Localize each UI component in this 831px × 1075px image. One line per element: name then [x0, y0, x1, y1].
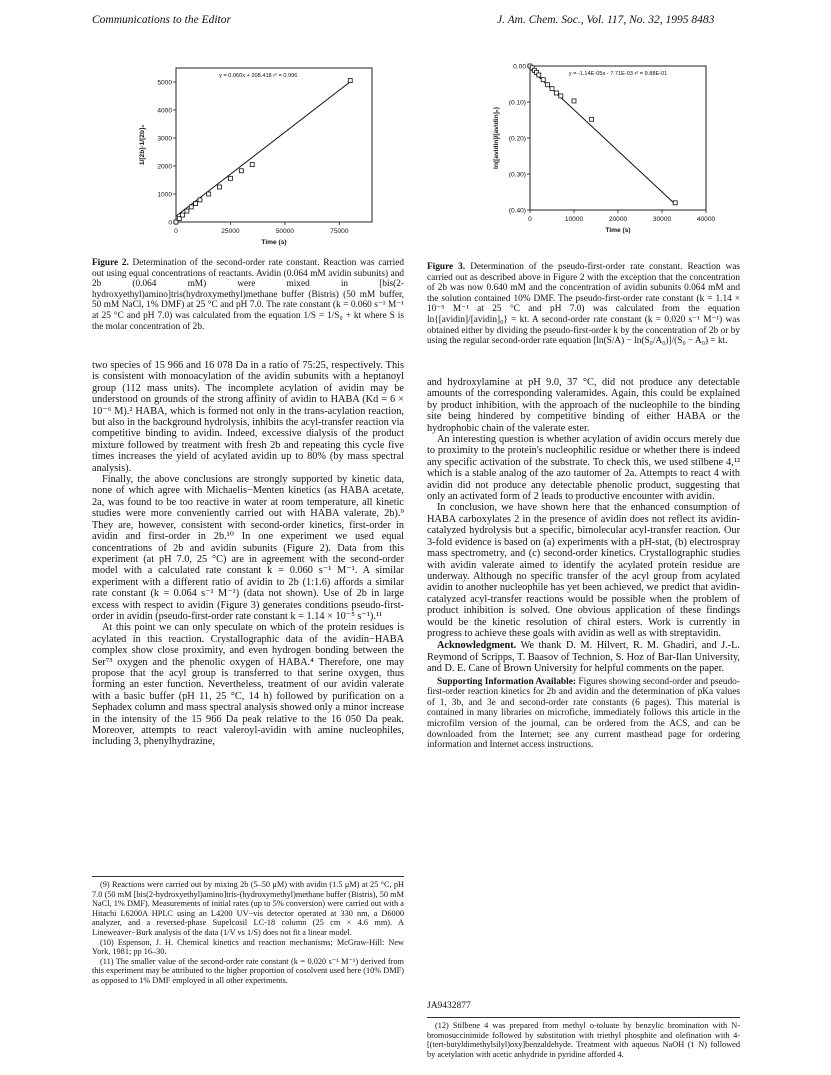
right-footnotes [427, 1021, 740, 1059]
footnote: (12) Stilbene 4 was prepared from methyl o-toluate by benzylic bromination with N-bromosuccinimide followed by substitution with triethyl phosphite and olefination with 4-[(tert-butyldimethylsilyl)oxy]benzaldehyde. Treatment with aqueous NaOH (1 N) followed by acetylation with acetic anhydride in pyridine afforded 4. [427, 1021, 740, 1059]
data-point [590, 117, 594, 121]
plot-frame [530, 66, 706, 210]
data-point [348, 79, 352, 83]
figure-3-chart [470, 58, 720, 268]
acknowledgment-title: Acknowledgment. [437, 640, 517, 652]
x-tick-label: 75000 [330, 228, 349, 235]
y-tick-label: 0 [168, 219, 172, 227]
y-tick-label: 1000 [157, 191, 172, 199]
y-tick-label: 0.00 [513, 63, 526, 71]
data-point [546, 83, 550, 87]
supporting-information [427, 677, 740, 751]
data-point [572, 99, 576, 103]
figure-3-caption-title: Figure 3. [427, 262, 466, 272]
x-tick-label: 10000 [564, 216, 584, 223]
x-tick-label: 50000 [275, 228, 295, 235]
x-tick-label: 20000 [608, 216, 628, 223]
y-tick-label: (0.40) [508, 207, 526, 215]
data-point [239, 169, 243, 173]
y-tick-label: 2000 [157, 163, 172, 171]
body-paragraph: Finally, the above conclusions are strongly supported by kinetic data, none of which agree with Michaelis−Menten kinetics (as HABA acetate, 2a, was found to be too reactive in water at room temperature, all kinetic studies were more conveniently carried out with HABA valerate, 2b).⁹ They are, however, consistent with second-order kinetics, first-order in avidin and first-order in 2b.¹⁰ In one experiment we used equal concentrations of 2b and avidin subunits (Figure 2). Data from this experiment (at pH 7.0, 25 °C) are in agreement with the second-order model with a calculated rate constant k = 0.060 s⁻¹ M⁻¹. A similar experiment with a different ratio of avidin to 2b (1:1.6) affords a similar rate constant (k = 0.064 s⁻¹ M⁻¹) (data not shown). Use of 2b in large excess with respect to avidin (Figure 3) generates conditions pseudo-first-order in avidin (pseudo-first-order rate constant k = 1.14 × 10⁻⁵ s⁻¹).¹¹ [92, 474, 404, 622]
footnote-rule [427, 1017, 740, 1018]
x-axis-label: Time (s) [605, 227, 631, 234]
data-point [541, 78, 545, 82]
body-paragraph: In conclusion, we have shown here that the enhanced consumption of HABA carboxylates 2 in the presence of avidin does not reflect its avidin-catalyzed hydrolysis but a specific, bimolecular acyl-transfer reaction. Our 3-fold evidence is based on (a) experiments with a pH-stat, (b) electrospray mass spectrometry, and (c) second-order kinetics. Crystallographic studies with avidin valerate aimed to identify the acylated protein residue are underway. Although no specific transfer of the acyl group from acylated avidin to another nucleophile has yet been achieved, we predict that avidin-catalyzed acyl-transfer reactions would be possible when the problem of product inhibition is solved. One obvious application of these findings would be the kinetic resolution of chiral esters. Work is currently in progress to achieve these goals with avidin as well as with streptavidin. [427, 502, 740, 639]
data-point [250, 163, 254, 167]
supporting-information-text: Figures showing second-order and pseudo-first-order reaction kinetics for 2b and avidin and the determination of pKa values of 1, 3b, and 3e and second-order rate constants (6 pages). This material is contained in many libraries on microfiche, immediately follows this article in the microfilm version of the journal, can be ordered from the ACS, and can be downloaded from the Internet; see any current masthead page for ordering information and Internet access instructions. [427, 676, 740, 751]
data-point [207, 192, 211, 196]
data-point [189, 205, 193, 209]
manuscript-id: JA9432877 [427, 1001, 471, 1011]
y-tick-label: (0.10) [508, 99, 526, 107]
y-tick-label: (0.30) [508, 171, 526, 179]
supporting-information-title: Supporting Information Available: [437, 676, 576, 687]
regression-equation: y = 0.060x + 208.418 r² = 0.996 [219, 73, 298, 79]
right-column-body [427, 377, 740, 751]
acknowledgment-text: We thank D. M. Hilvert, R. M. Ghadiri, and J.-L. Reymond of Scripps, T. Baasov of Technion, S. Hoz of Bar-Ilan University, and D. E. Cane of Brown University for helpful comments on the paper. [427, 640, 740, 675]
y-axis-label: ln([avidin]/[avidin]₀) [493, 107, 500, 169]
left-column-body [92, 360, 404, 748]
body-paragraph: and hydroxylamine at pH 9.0, 37 °C, did not produce any detectable amounts of the corresponding valeramides. Again, this could be explained by product inhibition, with the approach of the nucleophile to the binding site being hindered by competitive binding of either HABA or the hydrophobic chain of the valerate ester. [427, 377, 740, 434]
data-point [194, 202, 198, 206]
footnote-rule [92, 876, 404, 877]
data-point [554, 91, 558, 95]
footnote: (11) The smaller value of the second-order rate constant (k = 0.020 s⁻¹ M⁻¹) derived from this experiment may be attributed to the higher proportion of cosolvent used here (10% DMF) as opposed to 1% DMF employed in all other experiments. [92, 956, 404, 985]
y-tick-label: 4000 [157, 107, 172, 115]
figure-2-caption [92, 258, 404, 332]
footnote: (9) Reactions were carried out by mixing 2b (5–50 μM) with avidin (1.5 μM) at 25 °C, pH 7.0 (50 mM [bis(2-hydroxyethyl)amino]tris-(hydroxymethyl)methane buffer (Bistris), 50 mM NaCl, 1% DMF). Measurements of initial rates (up to 5% conversion) were carried out with a Hitachi L6200A HPLC using an L4200 UV−vis detector operated at 330 nm, a D6000 analyzer, and a reversed-phase Supelcosil LC-18 column (25 cm × 4.6 mm). A Lineweaver−Burk analysis of the data (1/V vs 1/S) does not fit a linear model. [92, 880, 404, 937]
figure-2-caption-text: Determination of the second-order rate constant. Reaction was carried out using equal concentrations of reactants. Avidin (0.064 mM avidin subunits) and 2b (0.064 mM) were mixed in [bis(2-hydroxyethyl)amino]tris(hydroxymethyl)methane buffer (Bistris) (50 mM buffer, 50 mM NaCl, 1% DMF) at 25 °C and pH 7.0. The rate constant (k = 0.060 s⁻¹ M⁻¹ at 25 °C and pH 7.0) was calculated from the equation 1/S = 1/S₀ + kt where S is the molar concentration of 2b. [92, 258, 404, 332]
running-header-right: J. Am. Chem. Soc., Vol. 117, No. 32, 1995 8483 [497, 14, 715, 26]
y-tick-label: (0.20) [508, 135, 526, 143]
figure-2-chart [92, 58, 392, 258]
trend-line [176, 82, 350, 216]
data-point [185, 209, 189, 213]
x-tick-label: 0 [528, 216, 532, 223]
figure-3-caption [427, 262, 740, 347]
y-axis-label: 1/[2b]-1/[2b]₀ [139, 124, 146, 166]
data-point [181, 213, 185, 217]
x-tick-label: 25000 [221, 228, 240, 235]
plot-frame [176, 68, 372, 222]
footnote: (10) Espenson, J. H. Chemical kinetics and reaction mechanisms; McGraw-Hill: New York, 1981; pp 16–30. [92, 937, 404, 957]
figure-2-caption-title: Figure 2. [92, 258, 129, 268]
data-point [559, 94, 563, 98]
data-point [537, 73, 541, 77]
data-point [228, 176, 232, 180]
body-paragraph: At this point we can only speculate on which of the protein residues is acylated in this reaction. Crystallographic data of the avidin−HABA complex show close proximity, and even hydrogen bonding between the Ser⁷³ oxygen and the phenolic oxygen of HABA.⁴ Therefore, one may propose that the acyl group is transferred to that serine oxygen, thus forming an ester function. Nevertheless, treatment of our avidin valerate with a basic buffer (pH 11, 25 °C, 14 h) followed by purification on a Sephadex column and mass spectral analysis showed only a minor increase in the intensity of the 15 966 Da peak relative to the 16 050 Da peak. Moreover, attempts to react valeroyl-avidin with amine nucleophiles, including 3, phenylhydrazine, [92, 622, 404, 748]
body-paragraph: An interesting question is whether acylation of avidin occurs merely due to proximity to the protein's nucleophilic residue or whether there is indeed any specific activation of the substrate. To check this, we used stilbene 4,¹² which is a stable analog of the azo tautomer of 2a. Attempts to react 4 with avidin did not produce any detectable phenolic product, suggesting that only an activated form of 2 leads to productive encounter with avidin. [427, 434, 740, 503]
x-tick-label: 40000 [696, 216, 716, 223]
figure-3-caption-text: Determination of the pseudo-first-order rate constant. Reaction was carried out as described above in Figure 2 with the exception that the concentration of 2b was now 0.640 mM and the concentration of avidin subunits 0.064 mM and the solution contained 10% DMF. The pseudo-first-order rate constant (k = 1.14 × 10⁻⁵ M⁻¹ at 25 °C and pH 7.0) was calculated from the equation ln{[avidin]/[avidin]₀} = kt. A second-order rate constant (k = 0.020 s⁻¹ M⁻¹) was obtained either by dividing the pseudo-first-order k by the concentration of 2b or by using the regular second-order rate equation [ln(S/A) − ln(S₀/A₀)]/(S₀ − A₀) = kt. [427, 262, 740, 347]
x-tick-label: 0 [174, 228, 178, 235]
running-header-left: Communications to the Editor [92, 14, 231, 26]
x-axis-label: Time (s) [261, 239, 287, 246]
data-point [673, 201, 677, 205]
data-point [550, 87, 554, 91]
body-paragraph: two species of 15 966 and 16 078 Da in a ratio of 75:25, respectively. This is consistent with monoacylation of the avidin subunits with a heptanoyl group (112 mass units). The incomplete acylation of avidin may be understood on grounds of the strong affinity of avidin to HABA (Kd = 6 × 10⁻⁶ M).² HABA, which is formed not only in the trans-acylation reaction, but also in the background hydrolysis, inhibits the acyl-transfer reaction via competitive binding to avidin. Indeed, excessive dialysis of the product mixture followed by treatment with fresh 2b and repeating this cycle five times increases the yield of acylated avidin up to 80% (by mass spectral analysis). [92, 360, 404, 474]
regression-equation: y = -1.14E-05x - 7.71E-03 r² = 9.88E-01 [568, 71, 668, 77]
data-point [198, 198, 202, 202]
data-point [218, 185, 222, 189]
y-tick-label: 3000 [157, 135, 172, 143]
y-tick-label: 5000 [157, 79, 172, 87]
x-tick-label: 30000 [652, 216, 672, 223]
left-footnotes [92, 880, 404, 986]
acknowledgment [427, 640, 740, 674]
